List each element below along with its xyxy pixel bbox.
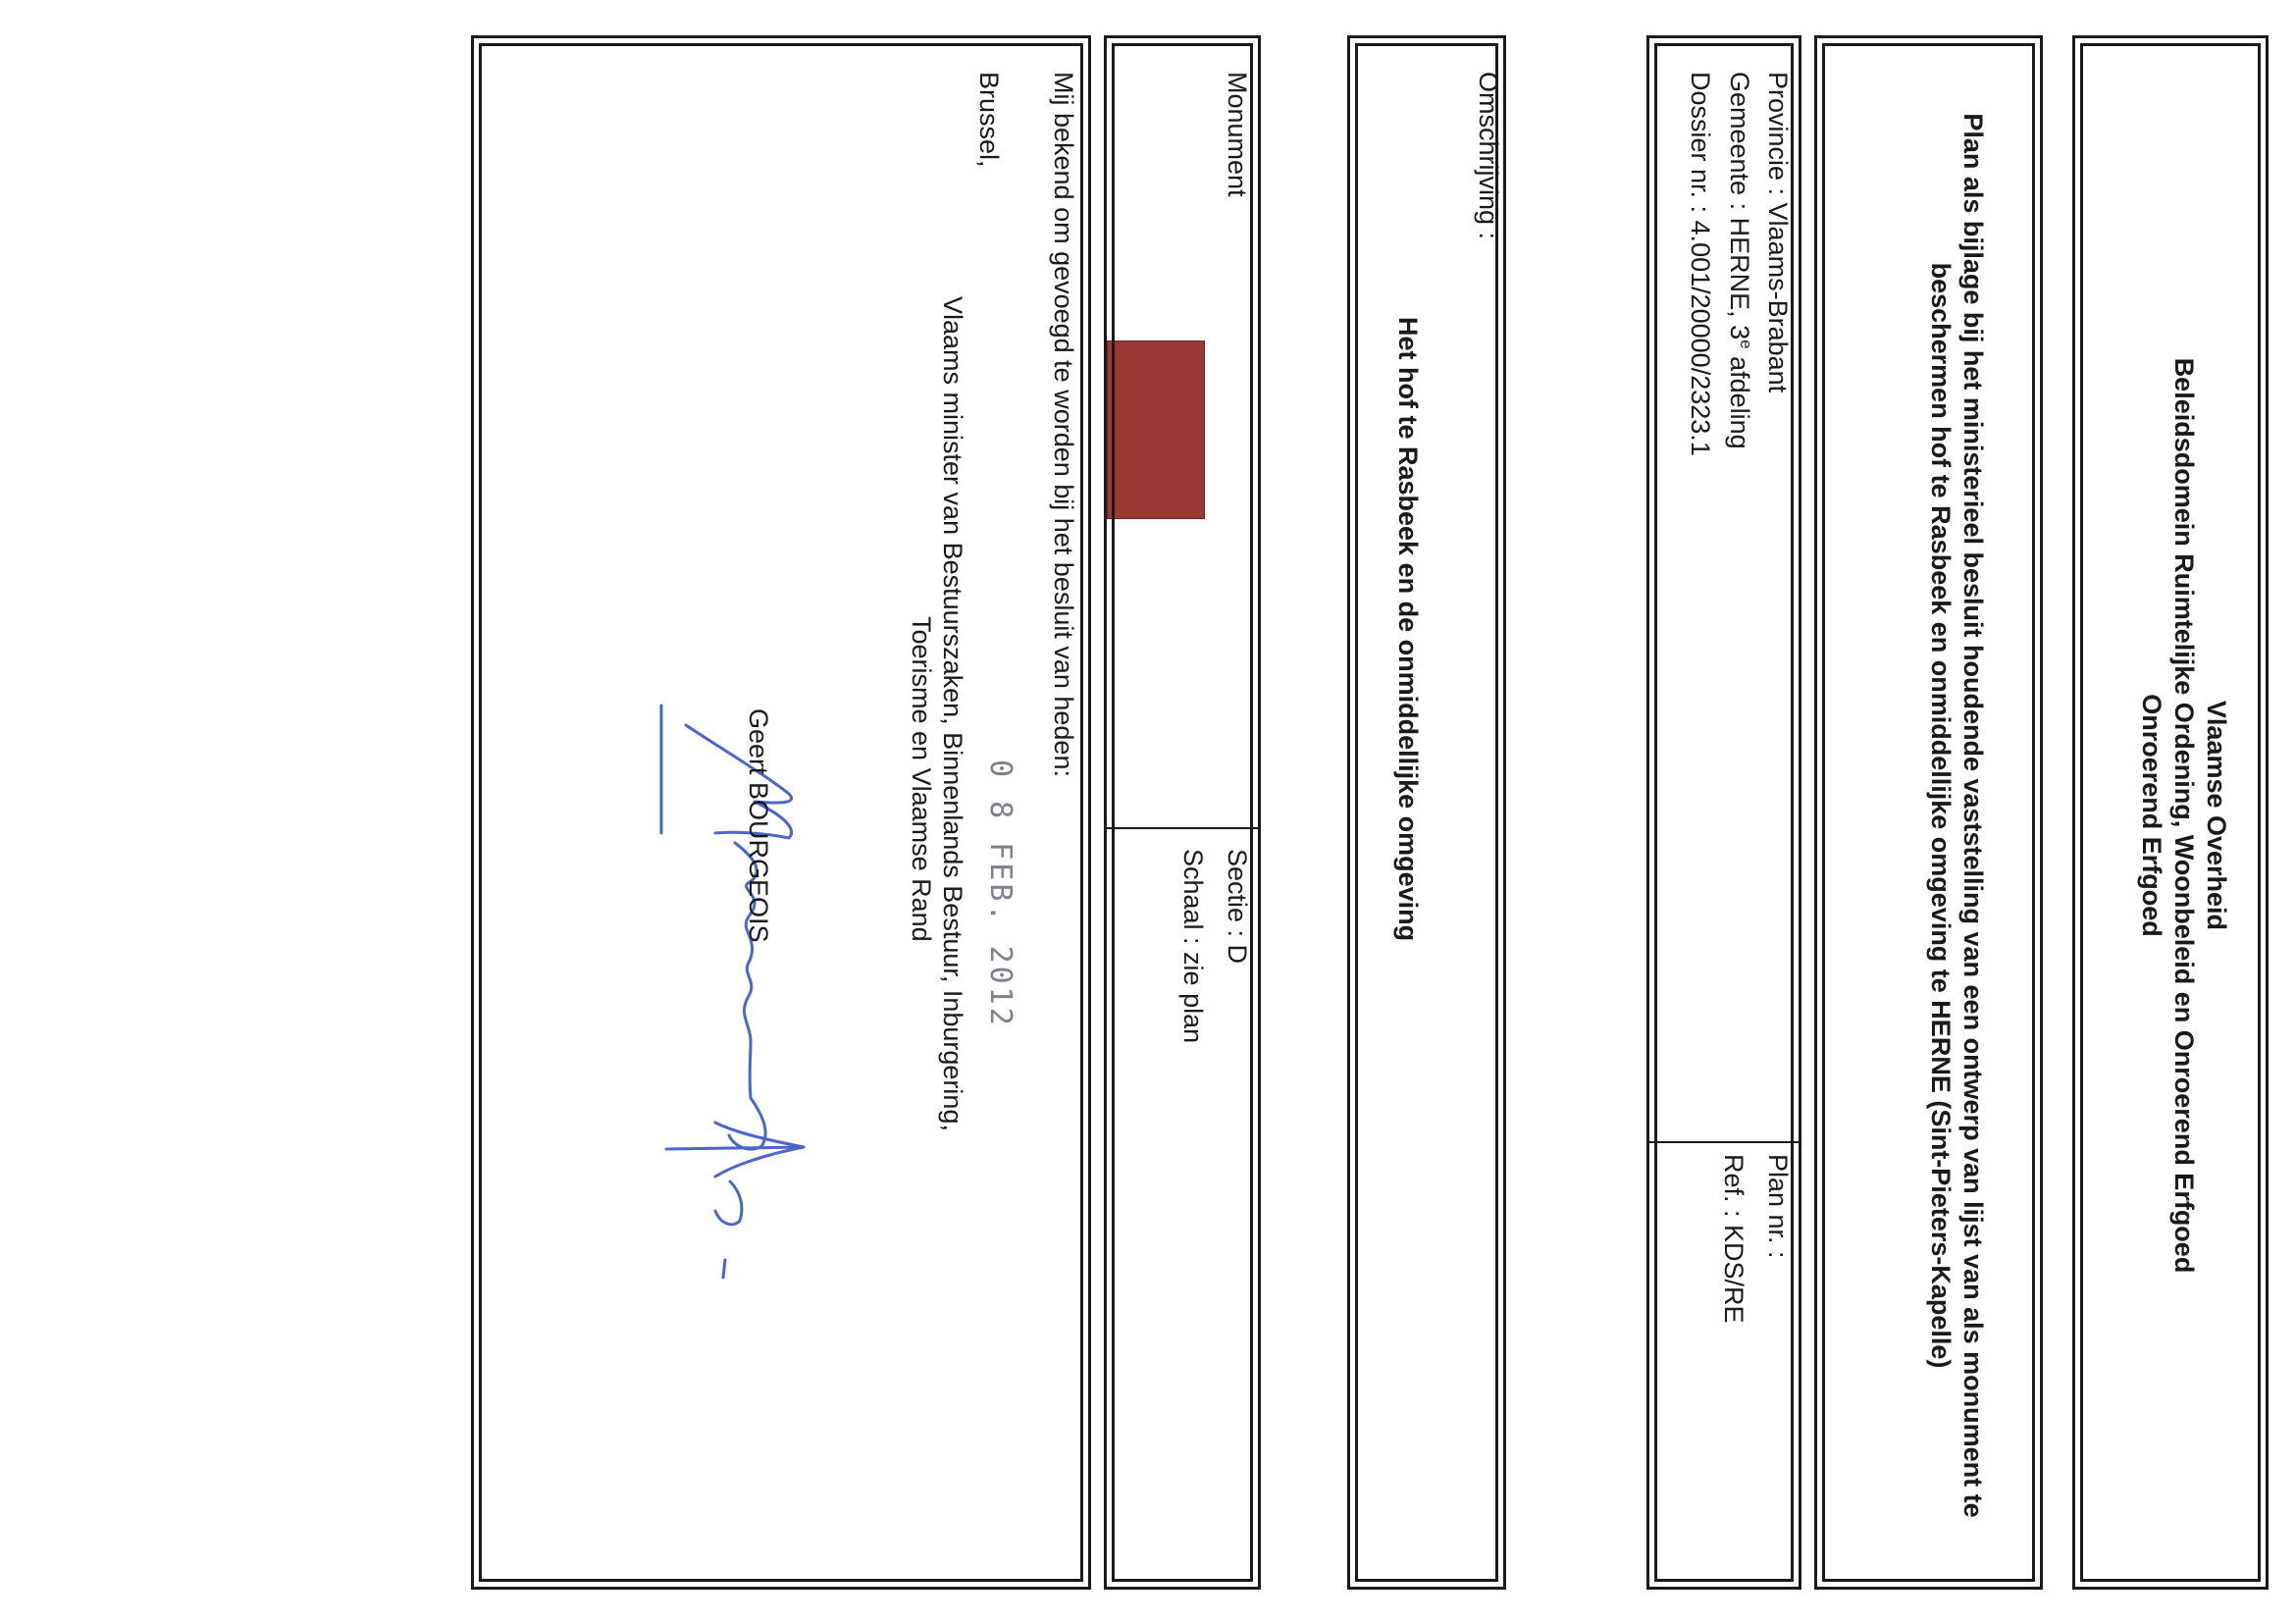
monument-label: Monument [1223,72,1252,197]
signature-image [637,686,823,1294]
provincie-text: Provincie : Vlaams-Brabant [1763,72,1793,393]
schaal-text: Schaal : zie plan [1178,849,1208,1044]
legend-divider [1107,827,1258,829]
gemeente-text [1723,72,1755,449]
signature-box [471,35,1091,1590]
header-line-3: Onroerend Erfgoed [2137,694,2166,937]
omschrijving-value: Het hof te Rasbeek en de onmiddellijke omgeving [1393,317,1423,942]
omschrijving-box [1347,35,1506,1590]
info-box [1646,35,1801,1590]
minister-role-line-1: Vlaams minister van Bestuurszaken, Binnenlands Bestuur, Inburgering, [938,296,967,1131]
omschrijving-label: Omschrijving : [1474,72,1503,240]
sectie-text: Sectie : D [1223,849,1252,965]
header-box [2072,35,2269,1590]
title-box [1814,35,2043,1590]
minister-role-line-2: Toerisme en Vlaamse Rand [907,616,936,942]
header-line-1: Vlaamse Overheid [2202,700,2231,931]
ref-text: Ref. : KDS/RE [1719,1154,1748,1324]
plan-title: Plan als bijlage bij het ministerieel besluit houdende vaststelling van een ontwerp van lijst van als monument te beschermen hof te Rasbeek en onmiddellijke omgeving te HERNE (Sint-Pieters-Kapelle) [1926,113,1988,1518]
gemeente-prefix: Gemeente : HERNE, 3 [1725,72,1754,340]
city-text: Brussel, [974,72,1004,168]
dossier-text: Dossier nr. : 4.001/20000/2323.1 [1686,72,1715,456]
gemeente-sup: e [1737,340,1755,349]
date-stamp: 0 8 FEB. 2012 [983,759,1018,1028]
plan-nr-text: Plan nr. : [1763,1154,1793,1259]
info-divider [1649,1141,1799,1143]
signature-intro: Mij bekend om gevoegd te worden bij het besluit van heden: [1049,72,1078,777]
header-line-2: Beleidsdomein Ruimtelijke Ordening, Woonbeleid en Onroerend Erfgoed [2169,357,2199,1274]
minister-name: Geert BOURGEOIS [744,708,773,943]
legend-box [1104,35,1261,1590]
gemeente-suffix: afdeling [1725,348,1754,449]
monument-swatch [1107,340,1205,519]
